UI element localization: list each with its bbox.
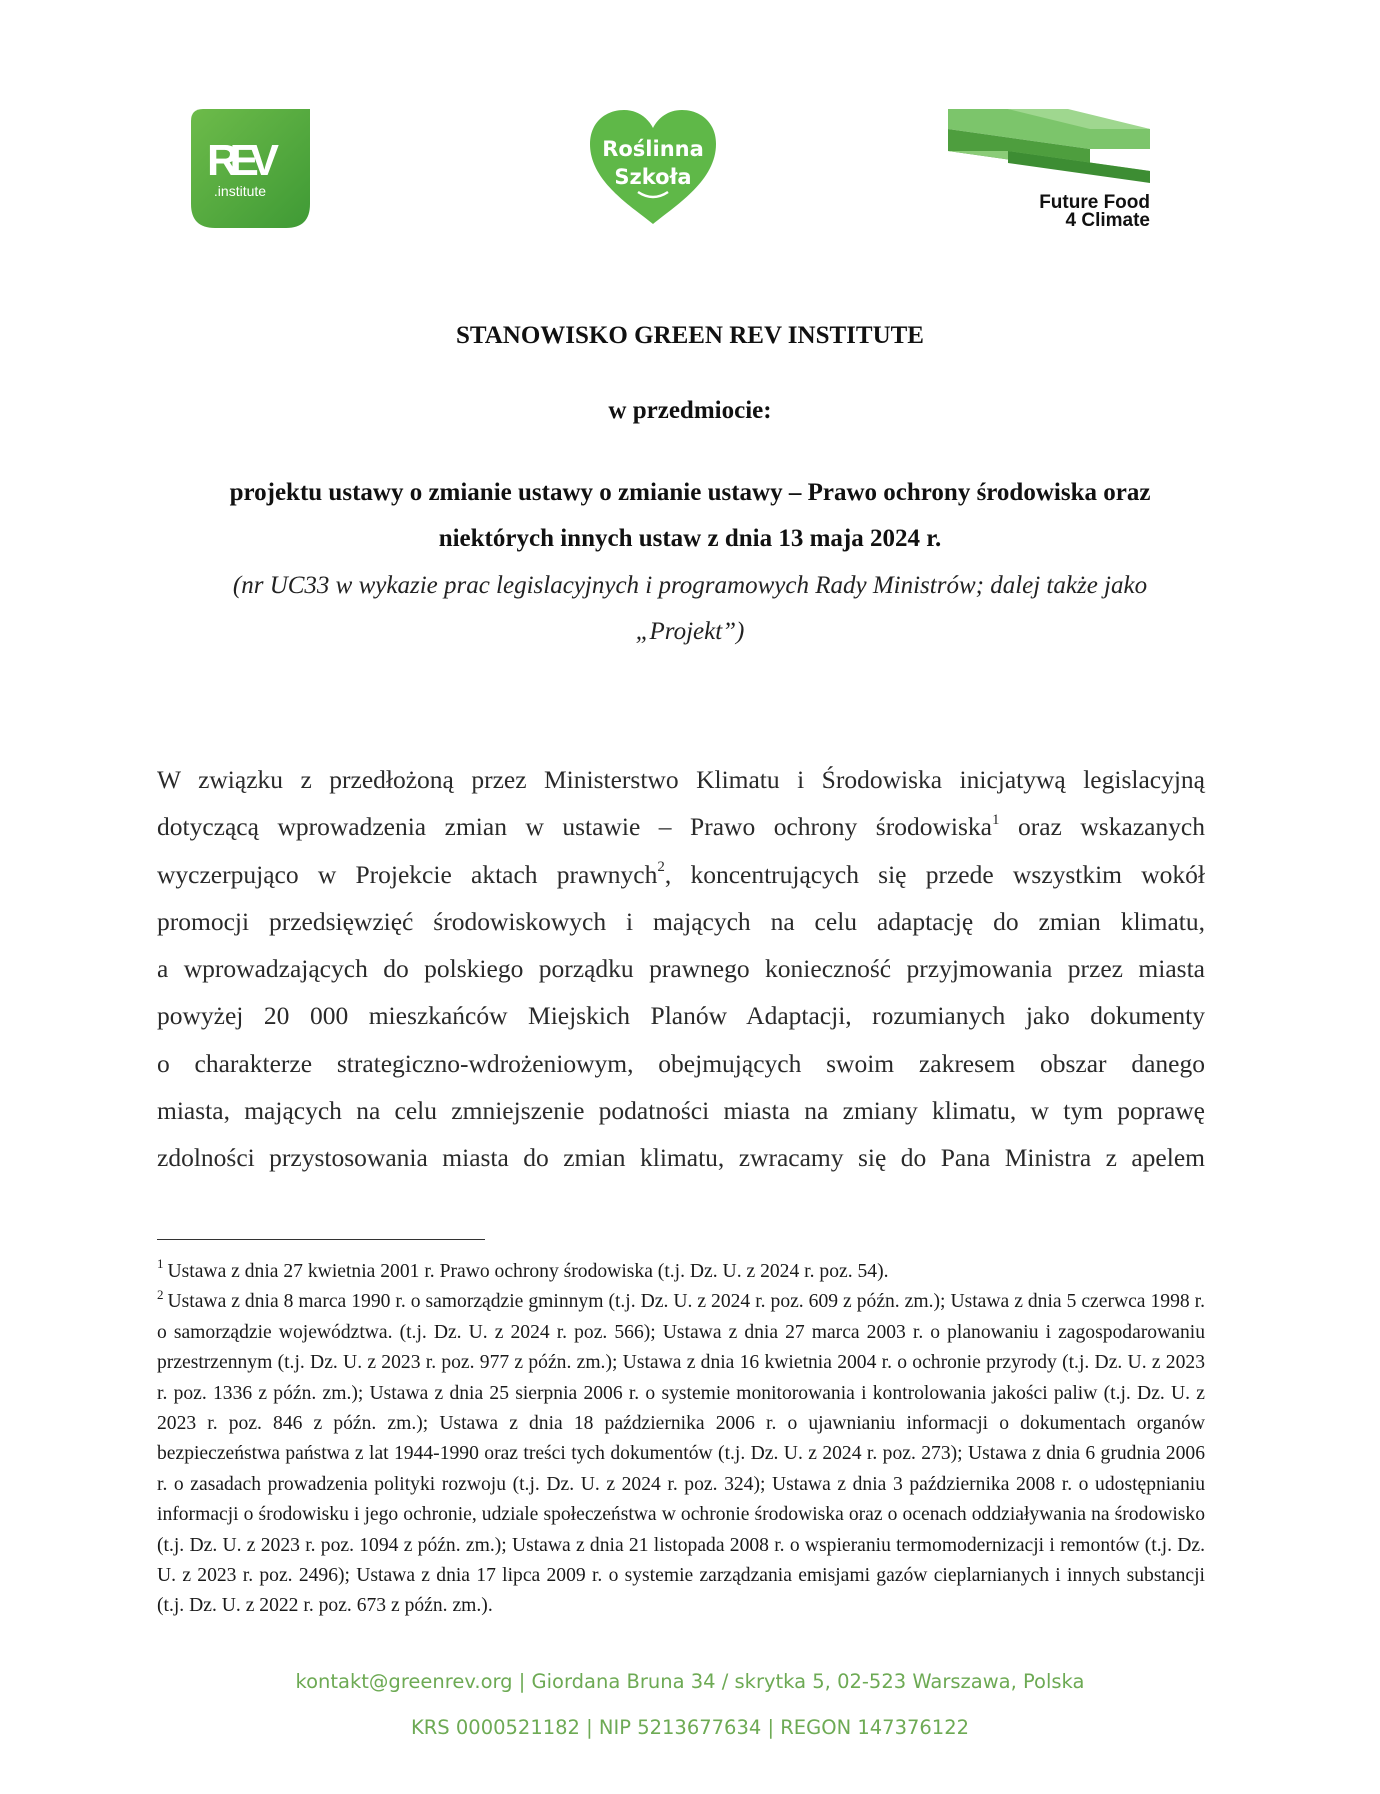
body-line-text: , koncentrujących się przede wszystkim wokół <box>664 859 1205 889</box>
note-line-1: (nr UC33 w wykazie prac legislacyjnych i programowych Rady Ministrów; dalej także jako <box>232 572 1148 599</box>
body-line <box>157 756 1205 803</box>
rev-logo-sub-text: .institute <box>213 183 267 199</box>
body-line-text: powyżej 20 000 mieszkańców Miejskich Planów Adaptacji, rozumianych jako dokumenty <box>157 1001 1205 1031</box>
footer-contact-line-1: kontakt@greenrev.org | Giordana Bruna 34 / skrytka 5, 02-523 Warszawa, Polska <box>295 1670 1085 1693</box>
footnote-ref-2[interactable]: 2 <box>657 859 665 876</box>
footnote-1 <box>157 1257 1205 1287</box>
body-line <box>157 1134 1205 1181</box>
body-line-text: zdolności przystosowania miasta do zmian klimatu, zwracamy się do Pana Ministra z apelem <box>157 1143 1205 1173</box>
subject-line-1: projektu ustawy o zmianie ustawy o zmianie ustawy – Prawo ochrony środowiska oraz <box>229 479 1151 506</box>
roslinna-logo-line1: Roślinna <box>602 137 704 161</box>
footnote-number: 1 <box>157 1256 164 1272</box>
rev-institute-logo <box>191 109 310 228</box>
subject-line-2: niektórych innych ustaw z dnia 13 maja 2024 r. <box>438 525 942 552</box>
future-food-4-climate-logo <box>948 109 1150 231</box>
footer-contact-line-2: KRS 0000521182 | NIP 5213677634 | REGON 147376122 <box>410 1716 970 1739</box>
body-line <box>157 1087 1205 1134</box>
footnotes <box>157 1257 1205 1622</box>
body-line <box>157 992 1205 1039</box>
body-line-text: W związku z przedłożoną przez Ministerstwo Klimatu i Środowiska inicjatywą legislacyjną <box>157 765 1205 794</box>
rev-logo-main-text: REV <box>207 136 279 185</box>
body-line <box>157 803 1205 850</box>
ff-logo-line1: Future Food <box>1039 192 1150 213</box>
footnote-number: 2 <box>157 1286 164 1302</box>
footnote-separator <box>157 1239 485 1240</box>
body-line <box>157 945 1205 992</box>
body-line-text: a wprowadzających do polskiego porządku prawnego konieczność przyjmowania przez miasta <box>157 954 1205 984</box>
body-line-text: oraz wskazanych <box>1017 812 1205 842</box>
body-line-text: promocji przedsięwzięć środowiskowych i mających na celu adaptację do zmian klimatu, <box>157 906 1205 936</box>
body-paragraph <box>157 756 1205 1182</box>
body-line-text: wyczerpująco w Projekcie aktach prawnych <box>157 859 658 889</box>
document-title: STANOWISKO GREEN REV INSTITUTE <box>456 322 924 349</box>
body-line <box>157 1040 1205 1087</box>
document-subject <box>140 470 1240 562</box>
footnote-ref-1[interactable]: 1 <box>991 811 1000 828</box>
body-line <box>157 851 1205 898</box>
document-subtitle: w przedmiocie: <box>608 397 772 424</box>
body-line-text: o charakterze strategiczno-wdrożeniowym, obejmujących swoim zakresem obszar danego <box>157 1048 1205 1078</box>
roslinna-szkola-logo <box>588 108 718 226</box>
document-note <box>140 563 1240 655</box>
body-line-text: miasta, mających na celu zmniejszenie podatności miasta na zmiany klimatu, w tym poprawę <box>157 1096 1205 1126</box>
note-line-2: „Projekt”) <box>635 618 745 645</box>
footnote-2 <box>157 1287 1205 1621</box>
ff-logo-line2: 4 Climate <box>1065 210 1150 231</box>
body-line <box>157 898 1205 945</box>
footnote-text: Ustawa z dnia 27 kwietnia 2001 r. Prawo ochrony środowiska (t.j. Dz. U. z 2024 r. poz. 54). <box>167 1261 889 1282</box>
body-line-text: dotyczącą wprowadzenia zmian w ustawie – Prawo ochrony środowiska <box>157 812 992 842</box>
footnote-text: Ustawa z dnia 8 marca 1990 r. o samorządzie gminnym (t.j. Dz. U. z 2024 r. poz. 609 z późn. zm.); Ustawa z dnia 5 czerwca 1998 r. o samorządzie województwa. (t.j. Dz. U. z 2024 r. poz. 566); Ustawa z dnia 27 marca 2003 r. o planowaniu i zagospodarowaniu przestrzennym (t.j. Dz. U. z 2023 r. poz. 977 z późn. zm.); Ustawa z dnia 16 kwietnia 2004 r. o ochronie przyrody (t.j. Dz. U. z 2023 r. poz. 1336 z późn. zm.); Ustawa z dnia 25 sierpnia 2006 r. o systemie monitorowania i kontrolowania jakości paliw (t.j. Dz. U. z 2023 r. poz. 846 z późn. zm.); Ustawa z dnia 18 października 2006 r. o ujawnianiu informacji o dokumentach organów bezpieczeństwa państwa z lat 1944-1990 oraz treści tych dokumentów (t.j. Dz. U. z 2024 r. poz. 273); Ustawa z dnia 6 grudnia 2006 r. o zasadach prowadzenia polityki rozwoju (t.j. Dz. U. z 2024 r. poz. 324); Ustawa z dnia 3 października 2008 r. o udostępnianiu informacji o środowisku i jego ochronie, udziale społeczeństwa w ochronie środowiska oraz o ocenach oddziaływania na środowisko (t.j. Dz. U. z 2023 r. poz. 1094 z późn. zm.); Ustawa z dnia 21 listopada 2008 r. o wspieraniu termomodernizacji i remontów (t.j. Dz. U. z 2023 r. poz. 2496); Ustawa z dnia 17 lipca 2009 r. o systemie zarządzania emisjami gazów cieplarnianych i innych substancji (t.j. Dz. U. z 2022 r. poz. 673 z późn. zm.). <box>157 1291 1205 1617</box>
roslinna-logo-line2: Szkoła <box>614 165 692 189</box>
